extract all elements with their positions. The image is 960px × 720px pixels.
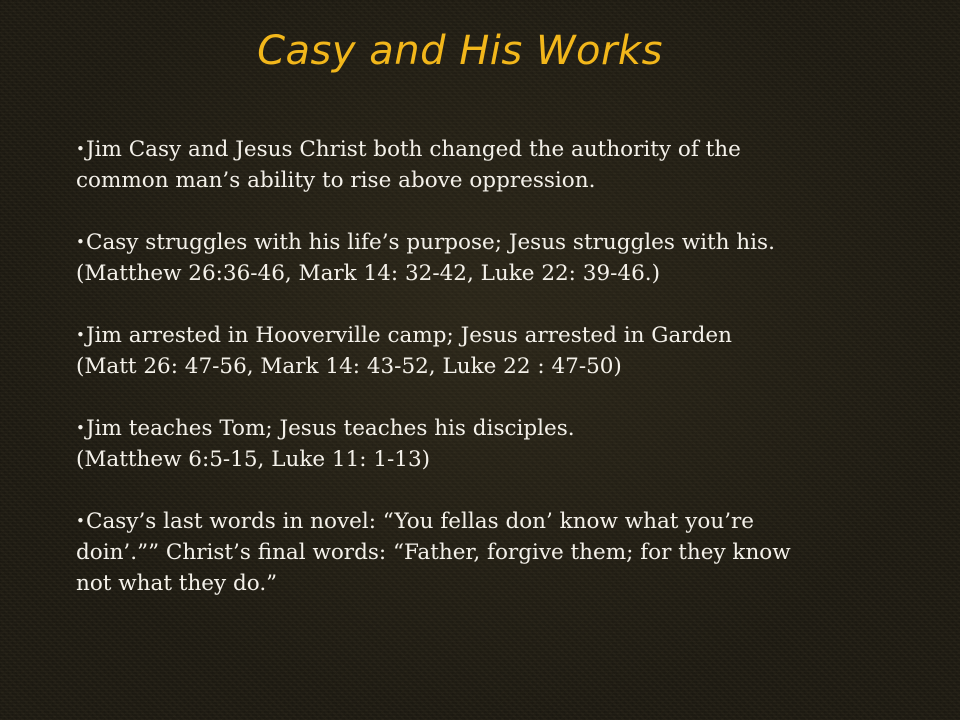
bullet-icon: • — [76, 326, 85, 344]
bullet-text: doin’.”” Christ’s final words: “Father, forgive them; for they know — [76, 540, 791, 565]
slide-title: Casy and His Works — [257, 28, 663, 74]
bullet-text: Jim arrested in Hooverville camp; Jesus arrested in Garden — [86, 323, 732, 348]
bullet-item — [76, 506, 876, 599]
bullet-list — [76, 134, 876, 599]
bullet-text: not what they do.” — [76, 571, 278, 596]
bullet-text: Casy struggles with his life’s purpose; Jesus struggles with his. — [86, 230, 775, 255]
bullet-item — [76, 320, 876, 382]
bullet-icon: • — [76, 140, 85, 158]
bullet-text: Casy’s last words in novel: “You fellas don’ know what you’re — [86, 509, 755, 534]
bullet-icon: • — [76, 512, 85, 530]
bullet-text: Jim teaches Tom; Jesus teaches his disciples. — [86, 416, 575, 441]
bullet-item — [76, 413, 876, 475]
bullet-icon: • — [76, 419, 85, 437]
bullet-text: (Matthew 6:5-15, Luke 11: 1-13) — [76, 447, 431, 472]
bullet-text: (Matt 26: 47-56, Mark 14: 43-52, Luke 22 : 47-50) — [76, 354, 622, 379]
bullet-item — [76, 134, 876, 196]
bullet-text: (Matthew 26:36-46, Mark 14: 32-42, Luke 22: 39-46.) — [76, 261, 660, 286]
bullet-icon: • — [76, 233, 85, 251]
bullet-item — [76, 227, 876, 289]
bullet-text: common man’s ability to rise above oppression. — [76, 168, 596, 193]
bullet-text: Jim Casy and Jesus Christ both changed the authority of the — [86, 137, 741, 162]
